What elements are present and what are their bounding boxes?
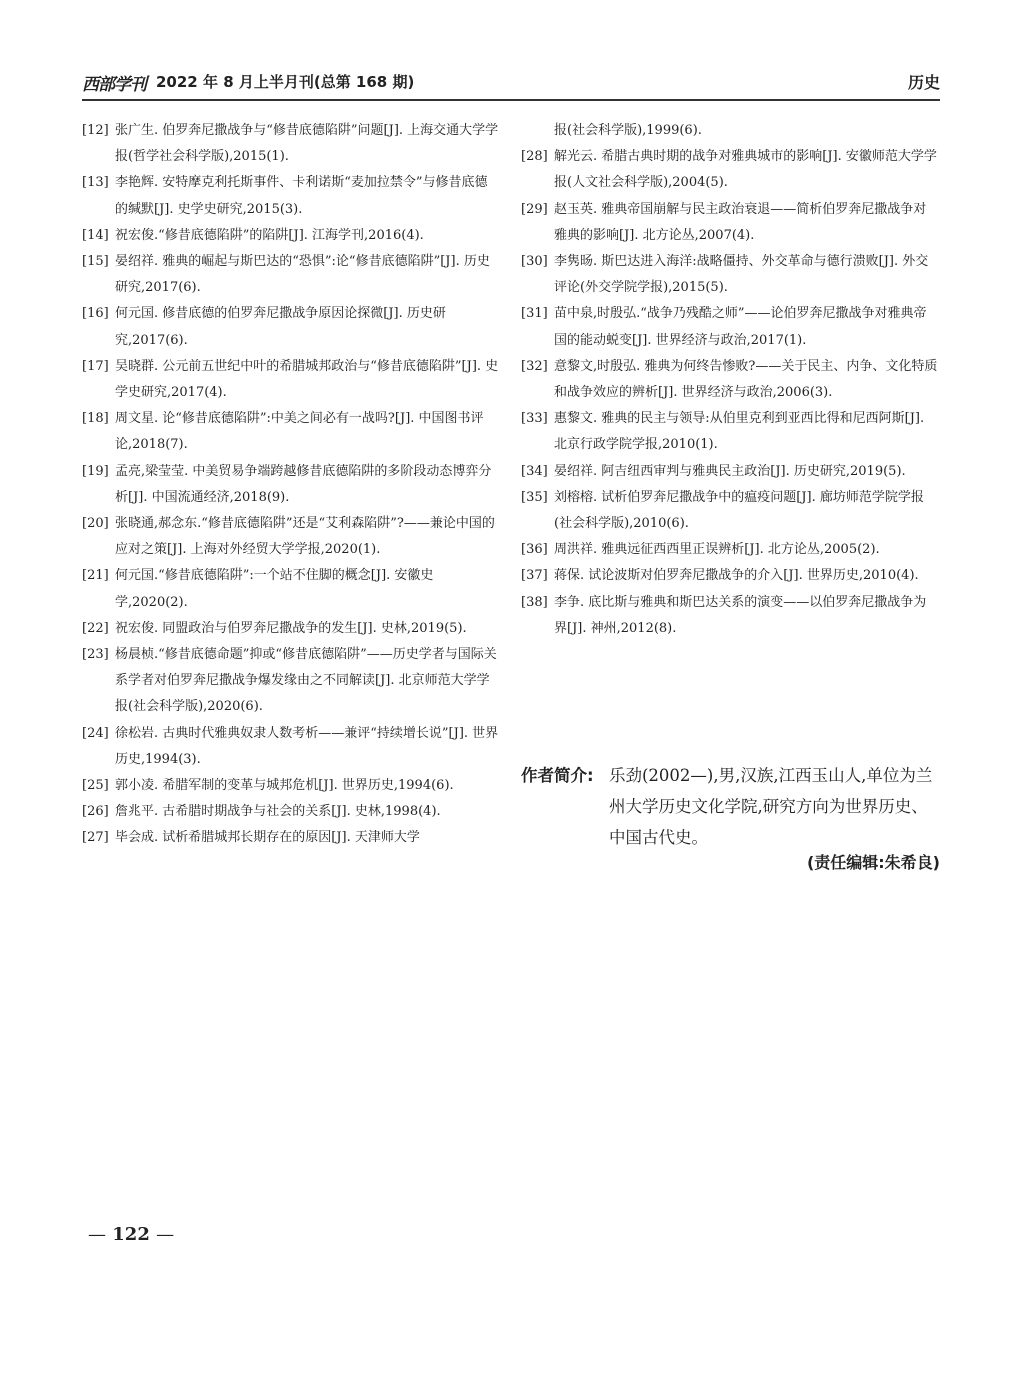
reference-item — [82, 223, 500, 249]
reference-number: [17] — [82, 358, 109, 374]
reference-text: 何元国. 修昔底德的伯罗奔尼撒战争原因论探微[J]. 历史研究,2017(6). — [115, 306, 446, 348]
reference-text: 郭小凌. 希腊军制的变革与城邦危机[J]. 世界历史,1994(6). — [115, 778, 454, 794]
reference-text: 解光云. 希腊古典时期的战争对雅典城市的影响[J]. 安徽师范大学学报(人文社会科学版),2004(5). — [554, 149, 937, 191]
reference-text: 徐松岩. 古典时代雅典奴隶人数考析——兼评“持续增长说”[J]. 世界历史,1994(3). — [115, 725, 499, 767]
reference-text: 周洪祥. 雅典远征西西里正误辨析[J]. 北方论丛,2005(2). — [554, 542, 880, 558]
reference-number: [26] — [82, 804, 109, 820]
reference-item — [521, 537, 939, 563]
reference-item — [521, 197, 939, 249]
reference-item — [82, 799, 500, 825]
reference-item — [521, 406, 939, 458]
reference-item — [82, 301, 500, 353]
reference-item — [521, 459, 939, 485]
reference-text: 祝宏俊.“修昔底德陷阱”的陷阱[J]. 江海学刊,2016(4). — [115, 227, 424, 243]
reference-number: [21] — [82, 568, 109, 584]
reference-text: 何元国.“修昔底德陷阱”:一个站不住脚的概念[J]. 安徽史学,2020(2). — [115, 568, 434, 610]
reference-number: [37] — [521, 568, 548, 584]
reference-item — [521, 485, 939, 537]
reference-item — [82, 721, 500, 773]
reference-item — [521, 144, 939, 196]
reference-text: 张广生. 伯罗奔尼撒战争与“修昔底德陷阱”问题[J]. 上海交通大学学报(哲学社会科学版),2015(1). — [115, 123, 499, 165]
reference-text: 惠黎文. 雅典的民主与领导:从伯里克利到亚西比得和尼西阿斯[J]. 北京行政学院学报,2010(1). — [554, 411, 925, 453]
reference-item — [521, 118, 939, 144]
reference-item — [521, 563, 939, 589]
reference-number: [13] — [82, 175, 109, 191]
reference-text: 杨晨桢.“修昔底德命题”抑或“修昔底德陷阱”——历史学者与国际关系学者对伯罗奔尼撒战争爆发缘由之不同解读[J]. 北京师范大学学报(社会科学版),2020(6). — [115, 647, 497, 715]
reference-number: [32] — [521, 358, 548, 374]
reference-text: 李争. 底比斯与雅典和斯巴达关系的演变——以伯罗奔尼撒战争为界[J]. 神州,2012(8). — [554, 594, 927, 636]
page-number-block — [88, 1224, 174, 1245]
reference-number: [20] — [82, 516, 109, 532]
reference-item — [521, 590, 939, 642]
page-header — [82, 70, 940, 98]
reference-text: 孟亮,梁莹莹. 中美贸易争端跨越修昔底德陷阱的多阶段动态博弈分析[J]. 中国流通经济,2018(9). — [115, 463, 492, 505]
reference-text: 意黎文,时殷弘. 雅典为何终告惨败?——关于民主、内争、文化特质和战争效应的辨析[J]. 世界经济与政治,2006(3). — [554, 358, 938, 401]
reference-text: 祝宏俊. 同盟政治与伯罗奔尼撒战争的发生[J]. 史林,2019(5). — [115, 620, 467, 636]
reference-number: [14] — [82, 227, 109, 243]
references-right-column — [521, 118, 939, 642]
reference-number: [24] — [82, 725, 109, 741]
reference-item — [82, 825, 500, 851]
reference-item — [82, 249, 500, 301]
reference-text: 蒋保. 试论波斯对伯罗奔尼撒战争的介入[J]. 世界历史,2010(4). — [554, 568, 919, 584]
reference-number: [19] — [82, 463, 109, 479]
page-dash-right: — — [156, 1224, 175, 1245]
reference-number: [16] — [82, 306, 109, 322]
reference-number: [33] — [521, 411, 548, 427]
reference-item — [82, 354, 500, 406]
reference-text: 报(社会科学版),1999(6). — [554, 123, 702, 138]
reference-text: 李艳辉. 安特摩克利托斯事件、卡利诺斯“麦加拉禁令”与修昔底德的缄默[J]. 史学史研究,2015(3). — [115, 175, 488, 217]
reference-number: [35] — [521, 489, 548, 505]
reference-item — [82, 118, 500, 170]
reference-item — [82, 563, 500, 615]
header-rule — [82, 99, 940, 101]
reference-text: 毕会成. 试析希腊城邦长期存在的原因[J]. 天津师大学 — [115, 830, 420, 846]
reference-number: [27] — [82, 830, 109, 846]
reference-number: [31] — [521, 306, 548, 322]
reference-item — [82, 773, 500, 799]
reference-number: [15] — [82, 254, 109, 270]
reference-text: 周文星. 论“修昔底德陷阱”:中美之间必有一战吗?[J]. 中国图书评论,2018(7). — [115, 411, 484, 453]
reference-text: 赵玉英. 雅典帝国崩解与民主政治衰退——简析伯罗奔尼撒战争对雅典的影响[J]. 北方论丛,2007(4). — [554, 201, 927, 243]
reference-text: 苗中泉,时殷弘.“战争乃残酷之师”——论伯罗奔尼撒战争对雅典帝国的能动蜕变[J]. 世界经济与政治,2017(1). — [554, 306, 927, 348]
reference-number: [28] — [521, 149, 548, 165]
page-dash-left: — — [88, 1224, 106, 1245]
responsible-editor: (责任编辑:朱希良) — [806, 853, 940, 872]
reference-number: [38] — [521, 594, 548, 610]
reference-number: [22] — [82, 620, 109, 636]
page-number: 122 — [112, 1224, 150, 1245]
author-bio-label: 作者简介: — [521, 766, 594, 785]
reference-text: 詹兆平. 古希腊时期战争与社会的关系[J]. 史林,1998(4). — [115, 804, 441, 820]
reference-item — [82, 459, 500, 511]
reference-text: 刘榕榕. 试析伯罗奔尼撒战争中的瘟疫问题[J]. 廊坊师范学院学报(社会科学版),2010(6). — [554, 489, 924, 532]
section-title: 历史 — [907, 73, 940, 92]
reference-number: [30] — [521, 254, 548, 270]
reference-item — [521, 249, 939, 301]
reference-item — [82, 642, 500, 721]
reference-text: 张晓通,郝念东.“修昔底德陷阱”还是“艾利森陷阱”?——兼论中国的应对之策[J]. 上海对外经贸大学学报,2020(1). — [115, 516, 495, 558]
reference-item — [82, 170, 500, 222]
reference-item — [521, 354, 939, 406]
reference-number: [12] — [82, 123, 109, 138]
reference-item — [82, 616, 500, 642]
reference-item — [521, 301, 939, 353]
references-left-column — [82, 118, 500, 852]
reference-number: [23] — [82, 647, 109, 663]
reference-number: [18] — [82, 411, 109, 427]
reference-text: 李隽旸. 斯巴达进入海洋:战略僵持、外交革命与德行溃败[J]. 外交评论(外交学院学报),2015(5). — [554, 254, 929, 296]
reference-number: [29] — [521, 201, 548, 217]
reference-text: 吴晓群. 公元前五世纪中叶的希腊城邦政治与“修昔底德陷阱”[J]. 史学史研究,2017(4). — [115, 358, 499, 401]
reference-number: [25] — [82, 778, 109, 794]
reference-text: 晏绍祥. 雅典的崛起与斯巴达的“恐惧”:论“修昔底德陷阱”[J]. 历史研究,2017(6). — [115, 254, 490, 296]
reference-number: [36] — [521, 542, 548, 558]
author-bio — [521, 760, 939, 853]
reference-item — [82, 406, 500, 458]
reference-number: [34] — [521, 463, 548, 479]
reference-text: 晏绍祥. 阿吉纽西审判与雅典民主政治[J]. 历史研究,2019(5). — [554, 463, 906, 479]
reference-item — [82, 511, 500, 563]
issue-info: 2022 年 8 月上半月刊(总第 168 期) — [156, 73, 415, 91]
journal-logo: 西部学刊 — [82, 75, 146, 95]
author-bio-text: 乐劲(2002—),男,汉族,江西玉山人,单位为兰州大学历史文化学院,研究方向为世界历史、中国古代史。 — [609, 766, 933, 847]
